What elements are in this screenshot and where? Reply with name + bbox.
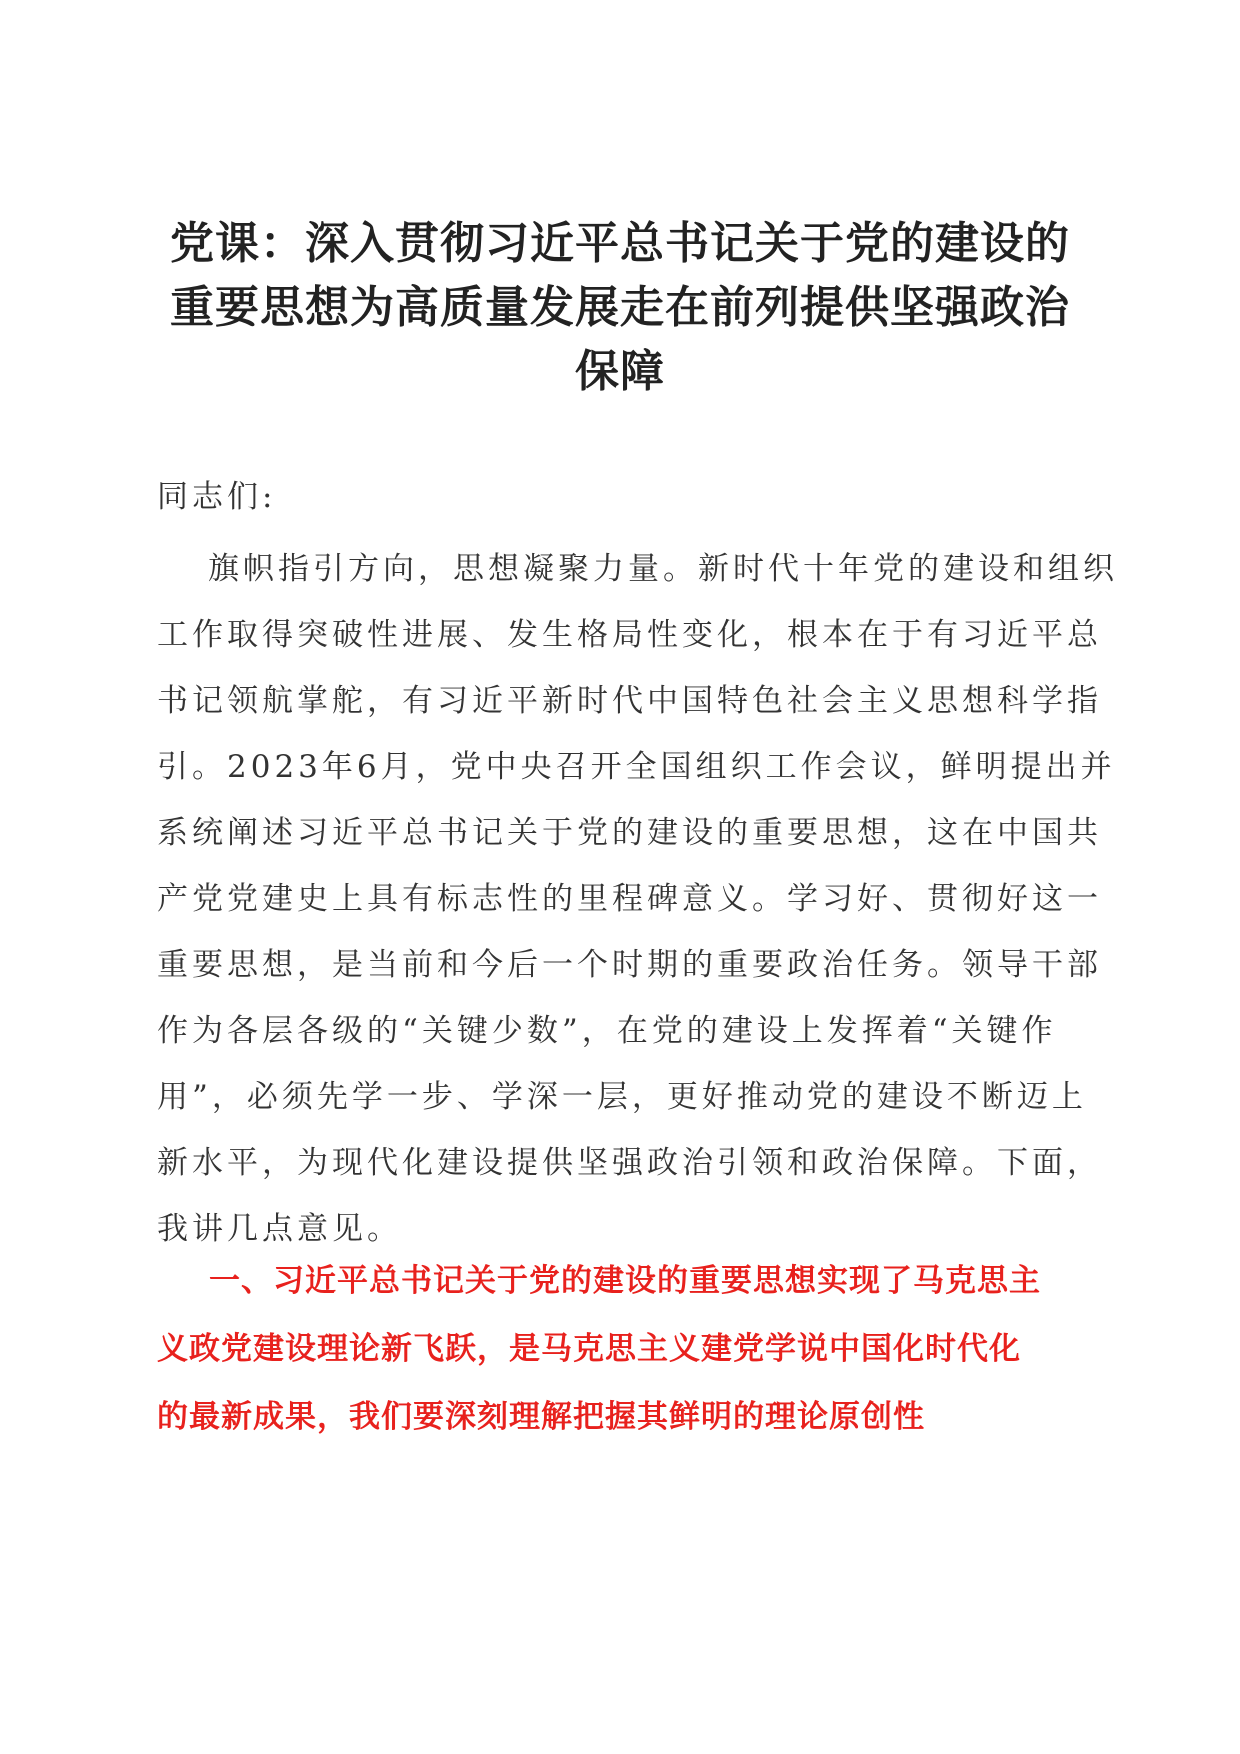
paragraph-line: 工作取得突破性进展、发生格局性变化，根本在于有习近平总 bbox=[157, 617, 1102, 653]
heading-line: 的最新成果，我们要深刻理解把握其鲜明的理论原创性 bbox=[157, 1399, 925, 1435]
paragraph-line: 书记领航掌舵，有习近平新时代中国特色社会主义思想科学指 bbox=[157, 683, 1102, 719]
intro-paragraph bbox=[157, 536, 1118, 1262]
paragraph-line: 作为各层各级的“关键少数”，在党的建设上发挥着“关键作 bbox=[157, 1013, 1057, 1049]
paragraph-line: 系统阐述习近平总书记关于党的建设的重要思想，这在中国共 bbox=[157, 815, 1102, 851]
document-title bbox=[150, 212, 1090, 404]
paragraph-line: 引。2023年6月，党中央召开全国组织工作会议，鲜明提出并 bbox=[157, 749, 1116, 785]
paragraph-line: 用”，必须先学一步、学深一层，更好推动党的建设不断迈上 bbox=[157, 1079, 1087, 1115]
paragraph-line: 产党党建史上具有标志性的里程碑意义。学习好、贯彻好这一 bbox=[157, 881, 1102, 917]
paragraph-line: 旗帜指引方向，思想凝聚力量。新时代十年党的建设和组织 bbox=[208, 551, 1118, 587]
heading-line: 义政党建设理论新飞跃，是马克思主义建党学说中国化时代化 bbox=[157, 1331, 1021, 1367]
title-line: 重要思想为高质量发展走在前列提供坚强政治 bbox=[170, 282, 1070, 333]
heading-line: 一、习近平总书记关于党的建设的重要思想实现了马克思主 bbox=[209, 1263, 1041, 1299]
paragraph-line: 重要思想，是当前和今后一个时期的重要政治任务。领导干部 bbox=[157, 947, 1102, 983]
title-line: 党课：深入贯彻习近平总书记关于党的建设的 bbox=[170, 218, 1070, 269]
section-heading-1 bbox=[157, 1247, 1087, 1451]
title-line: 保障 bbox=[575, 346, 665, 397]
paragraph-line: 我讲几点意见。 bbox=[157, 1211, 402, 1247]
greeting: 同志们: bbox=[157, 479, 277, 515]
paragraph-line: 新水平，为现代化建设提供坚强政治引领和政治保障。下面， bbox=[157, 1145, 1102, 1181]
